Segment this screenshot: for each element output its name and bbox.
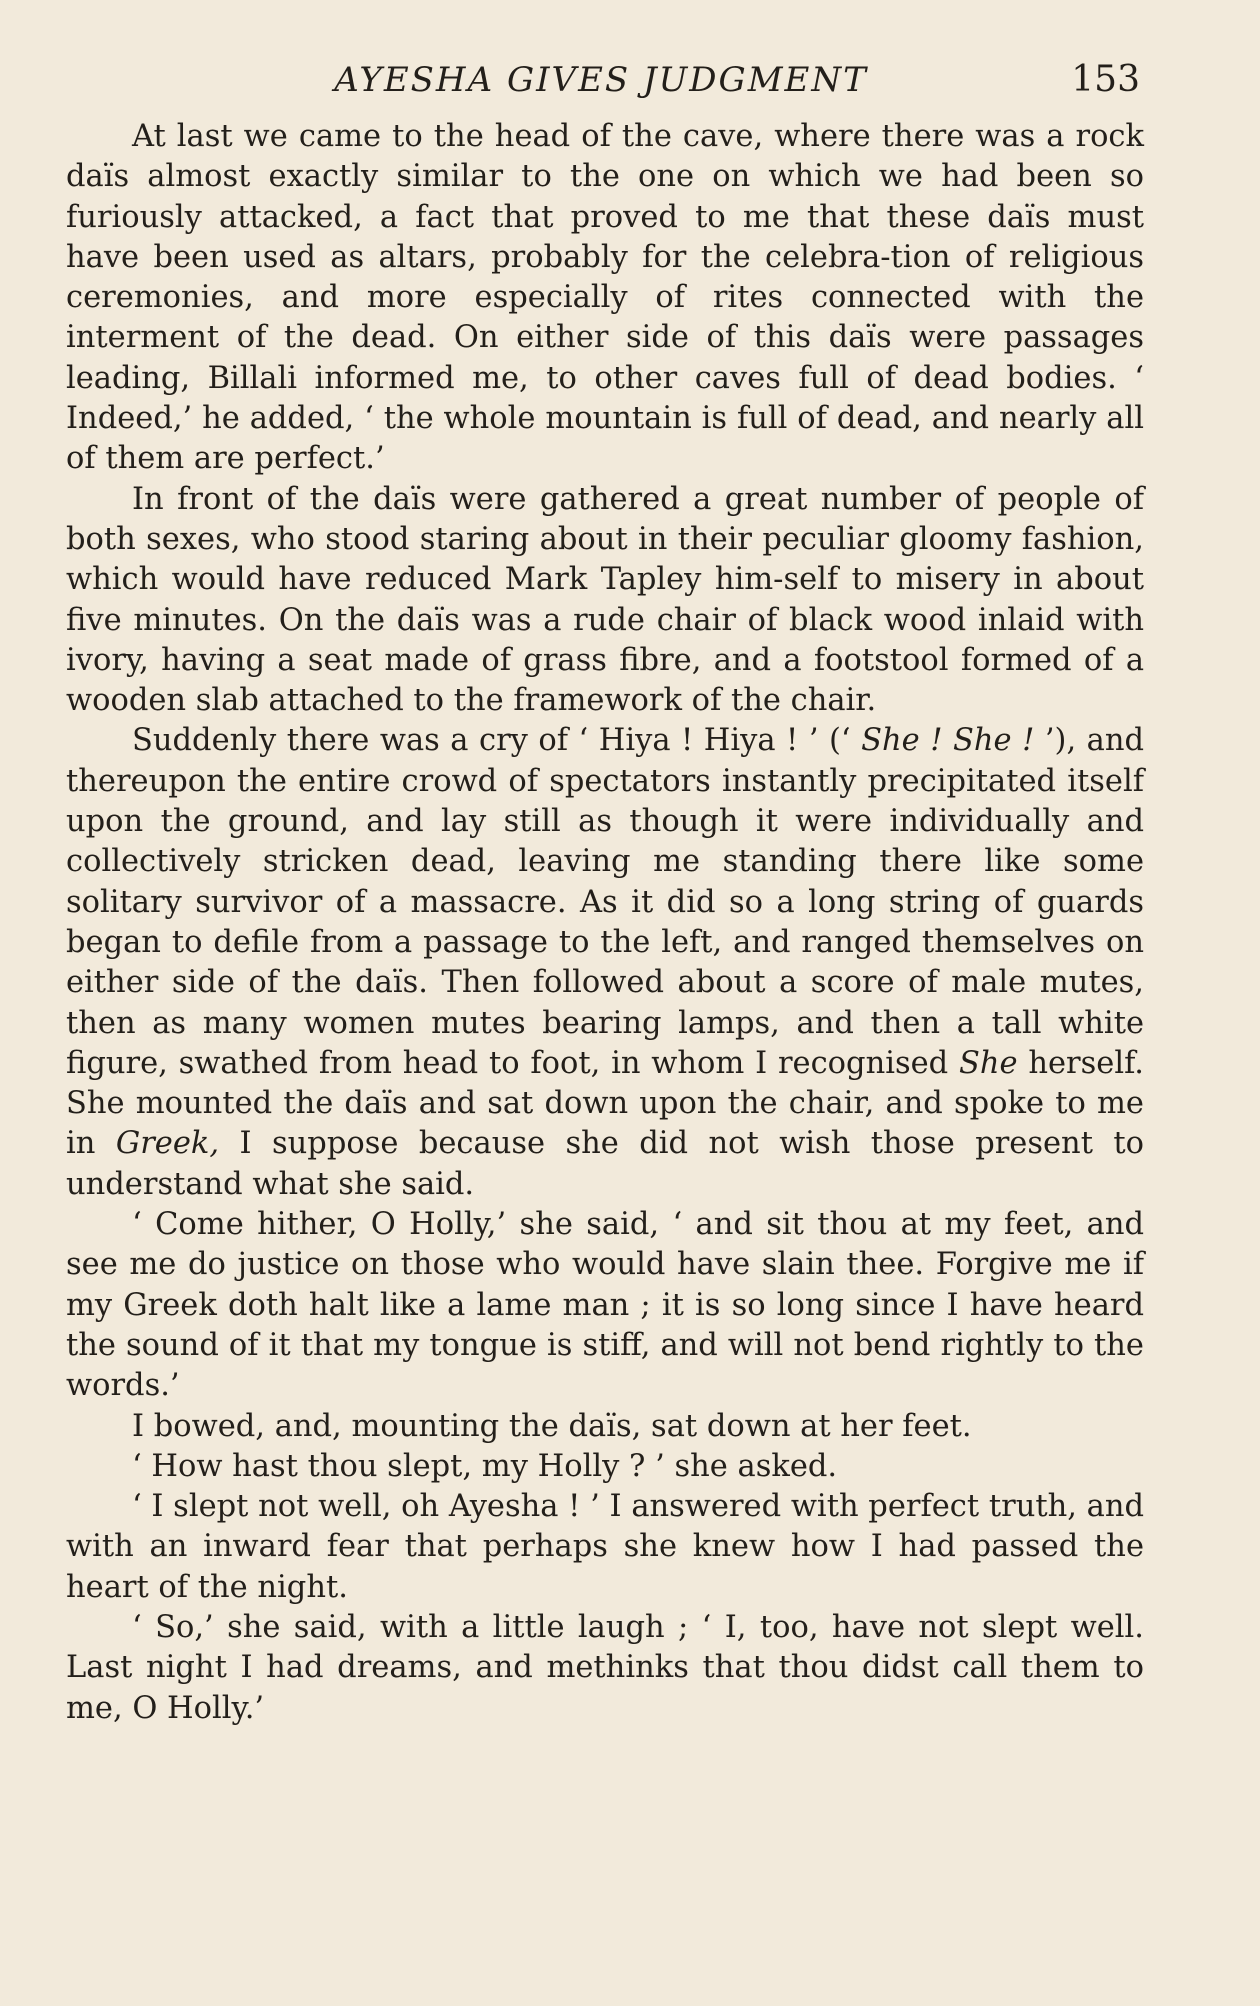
chapter-title: AYESHA GIVES JUDGMENT bbox=[334, 60, 868, 100]
paragraph-1: At last we came to the head of the cave, where there was a rock daïs almost exactly similar to the one on which we had been so furiously attacked, a fact that proved to me that these daïs must have been used as altars, probably for the celebra-tion of religious ceremonies, and more especially of rites connected with the interment of the dead. On either side of this daïs were passages leading, Billali informed me, to other caves full of dead bodies. ‘ Indeed,’ he added, ‘ the whole mountain is full of dead, and nearly all of them are perfect.’ bbox=[66, 119, 1144, 477]
text-segment: Suddenly there was a cry of ‘ Hiya ! Hiya ! ’ (‘ bbox=[132, 723, 862, 759]
text-segment: herself. She mounted the daïs and sat down upon the chair, and spoke to me in bbox=[66, 1045, 1144, 1162]
page-number: 153 bbox=[1071, 59, 1140, 100]
paragraph-5: I bowed, and, mounting the daïs, sat down at her feet. bbox=[132, 1408, 972, 1444]
paragraph-2: In front of the daïs were gathered a great number of people of both sexes, who stood staring about in their peculiar gloomy fashion, which would have reduced Mark Tapley him-self to misery in about five minutes. On the daïs was a rude chair of black wood inlaid with ivory, having a seat made of grass fibre, and a footstool formed of a wooden slab attached to the framework of the chair. bbox=[66, 481, 1144, 719]
italic-text-segment: She ! She ! bbox=[861, 723, 1035, 759]
italic-text-segment: Greek, bbox=[115, 1126, 220, 1162]
italic-text-segment: She bbox=[958, 1045, 1018, 1081]
running-head bbox=[62, 52, 1140, 108]
paragraph-6: ‘ How hast thou slept, my Holly ? ’ she asked. bbox=[132, 1448, 838, 1484]
text-segment: I suppose because she did not wish those present to understand what she said. bbox=[66, 1126, 1145, 1202]
paragraph-8: ‘ So,’ she said, with a little laugh ; ‘ I, too, have not slept well. Last night I had dreams, and methinks that thou didst call them to me, O Holly.’ bbox=[66, 1609, 1144, 1726]
body-text bbox=[66, 117, 1144, 1729]
paragraph-7: ‘ I slept not well, oh Ayesha ! ’ I answered with perfect truth, and with an inward fear that perhaps she knew how I had passed the heart of the night. bbox=[66, 1489, 1144, 1605]
paragraph-4: ‘ Come hither, O Holly,’ she said, ‘ and sit thou at my feet, and see me do justice on those who would have slain thee. Forgive me if my Greek doth halt like a lame man ; it is so long since I have heard the sound of it that my tongue is stiff, and will not bend rightly to the words.’ bbox=[66, 1207, 1144, 1404]
paragraph-3 bbox=[66, 721, 1144, 1205]
text-segment: ’), and thereupon the entire crowd of spectators instantly precipitated itself upon the ground, and lay still as though it were individually and collectively stricken dead, leaving me standing there like some solitary survivor of a massacre. As it did so a long string of guards began to defile from a passage to the left, and ranged themselves on either side of the daïs. Then followed about a score of male mutes, then as many women mutes bearing lamps, and then a tall white figure, swathed from head to foot, in whom I recognised bbox=[66, 723, 1144, 1081]
